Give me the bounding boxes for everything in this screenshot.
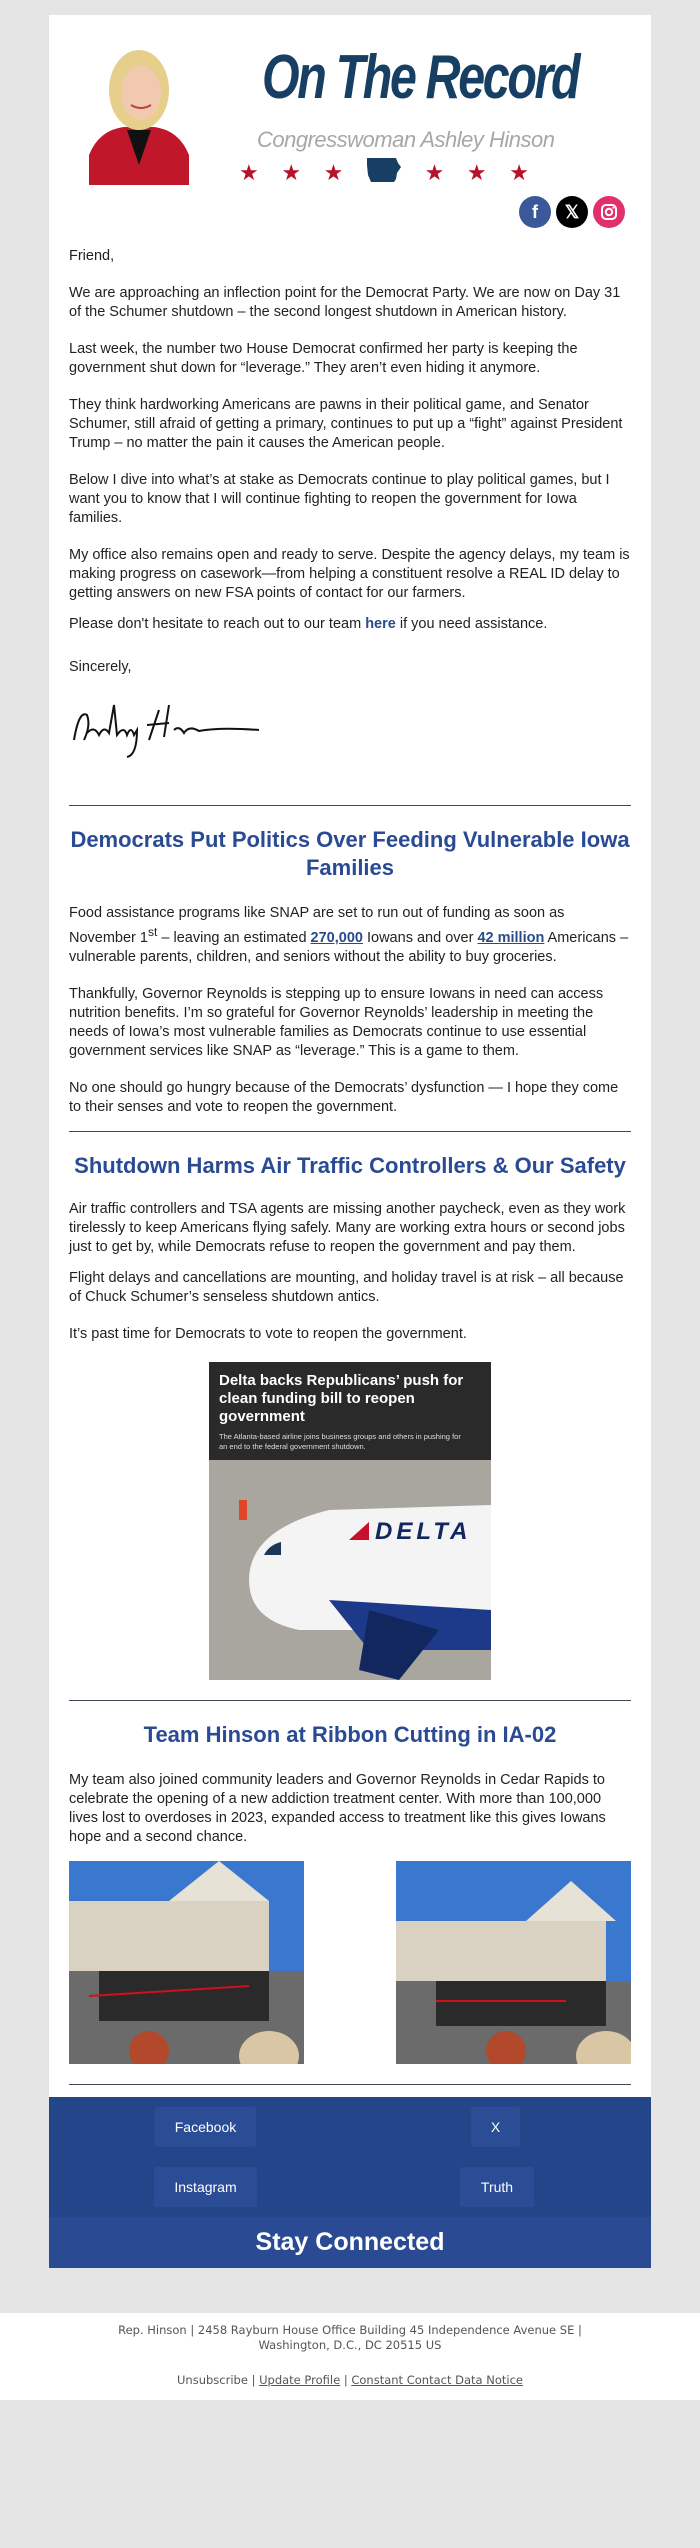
letter-paragraph: Below I dive into what’s at stake as Democrats continue to play political games, but I want you to know that I will continue fighting to reopen the government for Iowa families. <box>69 472 610 526</box>
star-icon: ★ <box>281 159 302 185</box>
americans-stat-link[interactable]: 42 million <box>477 929 545 946</box>
email-card <box>49 15 651 2097</box>
facebook-icon[interactable]: f <box>519 196 551 228</box>
section-divider <box>69 1700 631 1701</box>
email-body <box>49 232 651 2097</box>
star-icon: ★ <box>424 159 445 185</box>
here-link[interactable]: here <box>365 616 396 632</box>
social-icons <box>519 196 625 228</box>
truth-button[interactable]: Truth <box>460 2167 534 2207</box>
section-divider <box>69 2084 631 2085</box>
section-paragraph: Thankfully, Governor Reynolds is stepping up to ensure Iowans in need can access nutrition benefits. I’m so grateful for Governor Reynolds’ leadership in meeting the needs of Iowa’s most vulnerable families as Democrats continue to use essential government services like SNAP as “leverage.” This is a game to them. <box>69 985 604 1059</box>
ribbon-cutting-photo[interactable] <box>396 1861 631 2064</box>
x-icon[interactable]: 𝕏 <box>556 196 588 228</box>
ribbon-cutting-photos <box>69 1861 631 2064</box>
section-divider <box>69 805 631 806</box>
superscript: st <box>147 925 158 939</box>
letter-paragraph <box>69 615 631 634</box>
facebook-button[interactable]: Facebook <box>155 2107 256 2147</box>
text: Americans – vulnerable parents, children, and seniors without the ability to buy groceries. <box>69 929 629 965</box>
section-divider <box>69 1131 631 1132</box>
greeting: Friend, <box>69 248 115 264</box>
stay-connected-title: Stay Connected <box>49 2217 651 2268</box>
section-heading: Shutdown Harms Air Traffic Controllers & Our Safety <box>74 1152 626 1178</box>
iowans-stat-link[interactable]: 270,000 <box>310 929 363 946</box>
footer-address: Rep. Hinson | 2458 Rayburn House Office Building 45 Independence Avenue SE | Washington, D.C., DC 20515 US <box>118 2322 582 2352</box>
ribbon-cutting-photo[interactable] <box>69 1861 304 2064</box>
article-headline: Delta backs Republicans’ push for clean funding bill to reopen government <box>219 1371 464 1425</box>
section-paragraph: Flight delays and cancellations are mounting, and holiday travel is at risk – all because of Chuck Schumer’s senseless shutdown antics. <box>69 1269 624 1305</box>
closing: Sincerely, <box>69 659 132 675</box>
data-notice-link[interactable]: Constant Contact Data Notice <box>351 2372 523 2387</box>
section-paragraph: No one should go hungry because of the Democrats’ dysfunction — I hope they come to their senses and vote to reopen the government. <box>69 1079 619 1115</box>
section-paragraph <box>69 904 631 967</box>
section-paragraph: My team also joined community leaders and Governor Reynolds in Cedar Rapids to celebrate the opening of a new addiction treatment center. With more than 100,000 lives lost to overdoses in 2023, expanded access to treatment like this gives Iowans hope and a second chance. <box>69 1771 606 1845</box>
footer-spacer <box>0 2268 700 2313</box>
letter-paragraph: Last week, the number two House Democrat confirmed her party is keeping the government shut down for “leverage.” They aren’t even hiding it anymore. <box>69 341 578 376</box>
section-heading: Democrats Put Politics Over Feeding Vulnerable Iowa Families <box>70 827 630 880</box>
unsubscribe-link[interactable]: Unsubscribe <box>177 2372 248 2387</box>
letter-paragraph: They think hardworking Americans are pawns in their political game, and Senator Schumer, still afraid of getting a primary, continues to put up a “fight” against President Trump – no matter the pain it causes the American people. <box>69 397 623 451</box>
section-paragraph: Air traffic controllers and TSA agents are missing another paycheck, even as they work tirelessly to keep Americans flying safely. Many are working extra hours or second jobs just to get by, while Democrats refuse to reopen the government and pay them. <box>69 1200 626 1255</box>
x-button[interactable]: X <box>471 2107 520 2147</box>
delta-article-image[interactable] <box>209 1362 491 1680</box>
text: if you need assistance. <box>395 616 548 632</box>
text: Please don't hesitate to reach out to our team <box>69 616 366 632</box>
newsletter-title: On The Record <box>262 43 579 112</box>
airplane-photo <box>209 1460 491 1680</box>
footer <box>0 2313 700 2400</box>
star-icon: ★ <box>466 159 487 185</box>
text: – leaving an estimated <box>157 929 311 946</box>
star-icon: ★ <box>323 159 344 185</box>
newsletter-subtitle: Congresswoman Ashley Hinson <box>257 127 555 152</box>
letter-paragraph: We are approaching an inflection point for the Democrat Party. We are now on Day 31 of the Schumer shutdown – the second longest shutdown in American history. <box>69 285 621 320</box>
star-icon: ★ <box>509 159 529 185</box>
newsletter-header <box>49 15 651 232</box>
section-paragraph: It’s past time for Democrats to vote to reopen the government. <box>69 1325 467 1342</box>
article-subhead: The Atlanta-based airline joins business groups and others in pushing for an end to the federal government shutdown. <box>219 1431 461 1451</box>
delta-livery-text: DELTA <box>375 1517 472 1545</box>
instagram-icon[interactable] <box>593 196 625 228</box>
stay-connected-panel <box>49 2097 651 2268</box>
separator: | <box>340 2372 352 2387</box>
text: Food assistance programs like SNAP are set to run out of funding as soon as November 1 <box>69 905 565 946</box>
iowa-map-icon <box>366 157 402 188</box>
instagram-button[interactable]: Instagram <box>154 2167 257 2207</box>
stars-divider <box>239 157 529 188</box>
section-heading: Team Hinson at Ribbon Cutting in IA-02 <box>143 1721 557 1747</box>
text: Iowans and over <box>362 929 478 946</box>
separator: | <box>247 2372 260 2387</box>
portrait-photo <box>89 35 189 185</box>
update-profile-link[interactable]: Update Profile <box>259 2372 341 2387</box>
signature-image <box>69 695 631 785</box>
letter-paragraph: My office also remains open and ready to serve. Despite the agency delays, my team is making progress on casework—from helping a constituent resolve a REAL ID delay to getting answers on new FSA points of contact for our farmers. <box>69 547 630 601</box>
footer-links <box>0 2373 700 2388</box>
star-icon: ★ <box>239 159 259 185</box>
